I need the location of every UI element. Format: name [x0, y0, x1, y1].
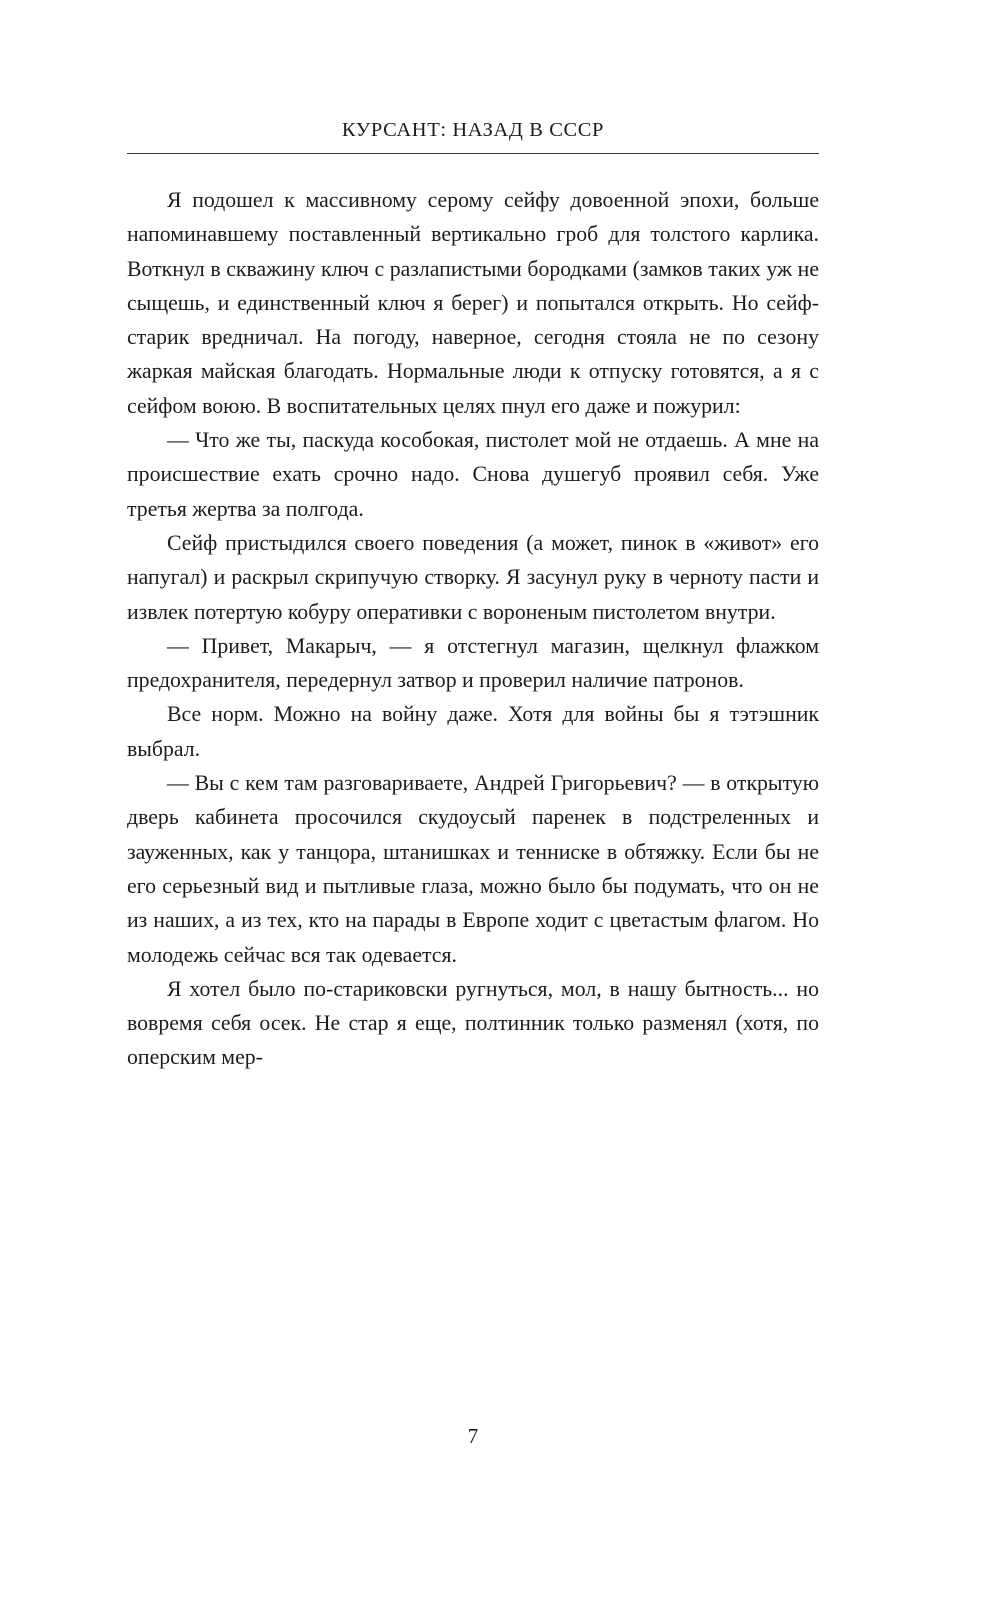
paragraph: Я хотел было по-стариковски ругнуться, мол, в нашу бытность... но вовремя себя осек. Не стар я еще, полтинник только разменял (хотя, по оперским мер-: [127, 976, 819, 1070]
header-rule: [127, 153, 819, 154]
text-column: [127, 118, 819, 1075]
body-text: [127, 183, 819, 1075]
paragraph: — Привет, Макарыч, — я отстегнул магазин, щелкнул флажком предохранителя, передернул затвор и проверил наличие патронов.: [127, 633, 819, 693]
paragraph: — Что же ты, паскуда кособокая, пистолет мой не отдаешь. А мне на происшествие ехать срочно надо. Снова душегуб проявил себя. Уже третья жертва за полгода.: [127, 428, 819, 521]
paragraph: Все норм. Можно на войну даже. Хотя для войны бы я тэтэшник выбрал.: [127, 702, 819, 761]
paragraph: — Вы с кем там разговариваете, Андрей Григорьевич? — в открытую дверь кабинета просочился скудоусый паренек в подстреленных и зауженных, как у танцора, штанишках и тенниске в обтяжку. Если бы не его серьезный вид и пытливые глаза, можно было бы подумать, что он не из наших, а из тех, кто на парады в Европе ходит с цветастым флагом. Но молодежь сейчас вся так одевается.: [127, 771, 819, 967]
paragraph: Я подошел к массивному серому сейфу довоенной эпохи, больше напоминавшему поставленный вертикально гроб для толстого карлика. Воткнул в скважину ключ с разлапистыми бородками (замков таких уж не сыщешь, и единственный ключ я берег) и попытался открыть. Но сейф-старик вредничал. На погоду, наверное, сегодня стояла не по сезону жаркая майская благодать. Нормальные люди к отпуску готовятся, а я с сейфом воюю. В воспитательных целях пнул его даже и пожурил:: [127, 188, 819, 418]
running-head: КУРСАНТ: НАЗАД В СССР: [341, 119, 605, 141]
page-number: 7: [467, 1424, 479, 1448]
paragraph: Сейф пристыдился своего поведения (а может, пинок в «живот» его напугал) и раскрыл скрипучую створку. Я засунул руку в черноту пасти и извлек потертую кобуру оперативки с вороненым пистолетом внутри.: [127, 530, 819, 624]
